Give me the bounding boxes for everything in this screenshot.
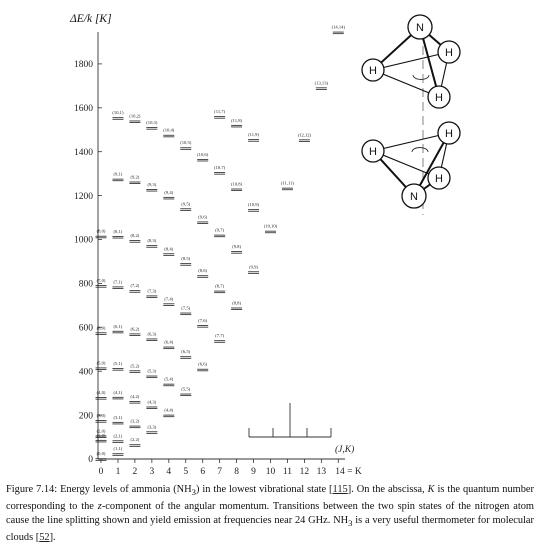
level-label: (8,1) xyxy=(113,228,123,234)
energy-level xyxy=(96,360,107,369)
level-label: (7,0) xyxy=(96,278,106,284)
energy-level xyxy=(248,264,259,273)
energy-level xyxy=(214,228,225,237)
energy-level xyxy=(96,325,107,334)
x-tick-label: 8 xyxy=(234,467,239,477)
energy-level xyxy=(112,390,123,399)
level-label: (5,0) xyxy=(96,360,106,366)
energy-level xyxy=(112,110,124,119)
hydrogen-label: H xyxy=(369,146,377,158)
energy-level xyxy=(129,283,140,292)
energy-level xyxy=(129,437,140,446)
energy-level xyxy=(146,369,157,378)
figure-caption xyxy=(6,483,534,546)
caption-subscript: 3 xyxy=(348,518,353,529)
energy-level xyxy=(264,224,278,233)
energy-level xyxy=(163,408,174,417)
x-tick-label: 6 xyxy=(200,467,206,477)
level-label: (7,5) xyxy=(181,305,191,311)
level-label: (5,3) xyxy=(147,368,157,374)
level-label: (3,0) xyxy=(96,413,106,419)
y-tick-label: 600 xyxy=(78,323,93,334)
nitrogen-label: N xyxy=(410,191,418,203)
level-label: (1,1) xyxy=(113,446,123,452)
energy-level xyxy=(96,390,107,399)
energy-level xyxy=(112,172,123,181)
level-label: (10,8) xyxy=(231,181,243,187)
energy-level xyxy=(112,433,123,442)
energy-levels xyxy=(96,25,346,461)
y-tick-label: 800 xyxy=(78,279,93,290)
y-tick-label: 1400 xyxy=(74,147,93,158)
legend-label: (J,K) xyxy=(335,445,355,455)
level-label: (2,1) xyxy=(113,433,123,439)
level-label: (10,4) xyxy=(163,127,175,133)
energy-level xyxy=(146,288,157,297)
level-label: (5,5) xyxy=(181,386,191,392)
splitting-bracket xyxy=(249,403,331,437)
level-label: (10,5) xyxy=(180,140,192,146)
energy-level xyxy=(298,132,312,141)
energy-level xyxy=(163,296,174,305)
level-label: (9,7) xyxy=(215,227,225,233)
reference-link[interactable]: 52 xyxy=(39,531,50,543)
level-label: (4,0) xyxy=(96,390,106,396)
level-label: (8,3) xyxy=(147,238,157,244)
energy-level xyxy=(197,318,208,327)
y-tick-label: 1600 xyxy=(74,104,93,114)
energy-level xyxy=(146,182,157,191)
energy-level xyxy=(129,394,140,403)
energy-level xyxy=(163,246,174,255)
level-label: (7,2) xyxy=(130,283,140,289)
energy-level xyxy=(146,331,157,340)
x-tick-label: 13 xyxy=(316,467,327,477)
atom-circles xyxy=(362,15,460,208)
caption-text: is the quantum number corresponding to the xyxy=(6,484,534,512)
ammonia-molecule-figure xyxy=(362,15,460,215)
level-label: (8,5) xyxy=(181,256,191,262)
hydrogen-label: H xyxy=(445,128,453,140)
level-label: (6,5) xyxy=(181,349,191,355)
energy-level xyxy=(163,377,174,386)
energy-level xyxy=(197,214,208,223)
y-tick-label: 400 xyxy=(78,367,93,378)
level-label: (8,0) xyxy=(96,228,106,234)
level-label: (11,9) xyxy=(248,132,260,138)
level-label: (11,11) xyxy=(280,180,294,186)
y-tick-label: 1800 xyxy=(74,60,93,71)
energy-level xyxy=(129,233,140,242)
energy-level xyxy=(163,340,174,349)
energy-level xyxy=(129,363,140,372)
energy-level xyxy=(146,399,157,408)
energy-level xyxy=(129,113,141,122)
level-label: (7,3) xyxy=(147,288,157,294)
energy-level xyxy=(197,362,208,371)
level-label: (5,1) xyxy=(113,361,123,367)
y-tick-label: 1000 xyxy=(74,235,93,246)
level-label: (3,1) xyxy=(113,414,123,420)
energy-level xyxy=(163,190,174,199)
energy-level xyxy=(96,413,107,422)
level-label: (6,6) xyxy=(198,361,208,367)
level-label: (3,2) xyxy=(130,418,140,424)
energy-level xyxy=(180,201,191,210)
energy-level xyxy=(214,165,226,174)
level-label: (13,13) xyxy=(314,80,329,86)
splitting-legend xyxy=(249,403,354,455)
energy-level xyxy=(180,387,191,396)
x-tick-label: 14 = K xyxy=(335,467,362,477)
level-label: (6,3) xyxy=(147,331,157,337)
level-label: (8,2) xyxy=(130,233,140,239)
caption-variable: K xyxy=(427,484,435,495)
level-label: (9,3) xyxy=(147,181,157,187)
x-tick-label: 0 xyxy=(98,467,104,477)
y-axis-title: ΔE/k [K] xyxy=(70,13,112,25)
energy-level xyxy=(180,256,191,265)
level-label: (11,7) xyxy=(214,109,226,115)
energy-level xyxy=(197,152,209,161)
energy-level xyxy=(248,132,259,141)
level-label: (5,4) xyxy=(164,376,174,382)
energy-level xyxy=(129,419,140,428)
energy-level xyxy=(112,279,123,288)
level-label: (10,3) xyxy=(146,120,158,126)
y-tick-label: 200 xyxy=(78,411,93,422)
y-tick-label: 0 xyxy=(88,455,93,466)
hydrogen-label: H xyxy=(445,47,453,59)
x-tick-label: 7 xyxy=(217,467,223,477)
level-label: (3,3) xyxy=(147,424,157,430)
energy-level xyxy=(214,109,225,118)
energy-level xyxy=(129,174,140,183)
energy-level xyxy=(214,284,225,293)
level-label: (7,6) xyxy=(198,318,208,324)
level-label: (9,5) xyxy=(181,201,191,207)
level-label: (7,4) xyxy=(164,296,174,302)
level-label: (14,14) xyxy=(331,24,346,30)
level-label: (9,9) xyxy=(249,264,258,270)
hydrogen-label: H xyxy=(435,173,443,185)
level-label: (1,0) xyxy=(96,432,106,438)
y-axis xyxy=(74,32,102,465)
hydrogen-label: H xyxy=(435,92,443,104)
caption-text: -component of the angular momentum. Transitions between the two spin states of the nitrogen atom cause the line splitting shown and yield emission at frequencies near 24 GHz. NH xyxy=(6,500,534,527)
energy-level xyxy=(96,278,107,287)
caption-variable: z xyxy=(97,500,102,512)
reference-link[interactable]: 115 xyxy=(332,484,348,495)
x-tick-label: 12 xyxy=(299,467,310,477)
energy-level xyxy=(112,446,123,455)
caption-text: ]. xyxy=(49,531,56,543)
level-label: (2,0) xyxy=(96,428,106,434)
x-tick-label: 3 xyxy=(149,467,155,477)
energy-level xyxy=(214,333,225,342)
energy-level xyxy=(248,202,260,211)
energy-level xyxy=(231,300,242,309)
energy-level xyxy=(112,324,123,333)
level-label: (9,2) xyxy=(130,174,140,180)
level-label: (4,1) xyxy=(113,389,123,395)
energy-level xyxy=(96,451,107,460)
level-label: (10,1) xyxy=(112,110,124,116)
level-label: (10,10) xyxy=(263,223,278,229)
x-axis xyxy=(98,459,362,477)
level-label: (4,4) xyxy=(164,407,174,413)
caption-subscript: 3 xyxy=(191,487,196,498)
level-label: (4,2) xyxy=(130,393,140,399)
level-label: (0,0) xyxy=(96,451,106,457)
level-label: (8,4) xyxy=(164,246,174,252)
energy-level xyxy=(231,244,242,253)
hydrogen-label: H xyxy=(369,65,377,77)
level-label: (2,2) xyxy=(130,437,140,443)
energy-level xyxy=(146,238,157,247)
energy-level xyxy=(180,349,191,358)
x-tick-label: 11 xyxy=(282,467,293,477)
level-label: (9,6) xyxy=(198,214,208,220)
level-label: (6,4) xyxy=(164,339,174,345)
energy-level xyxy=(112,361,123,370)
level-label: (8,7) xyxy=(215,283,225,289)
level-label: (9,4) xyxy=(164,189,174,195)
y-tick-label: 1200 xyxy=(74,191,93,202)
x-tick-label: 5 xyxy=(183,467,189,477)
level-label: (6,2) xyxy=(130,326,140,332)
level-label: (9,1) xyxy=(113,171,123,177)
level-label: (9,8) xyxy=(232,244,242,250)
energy-level xyxy=(146,424,157,433)
x-tick-label: 2 xyxy=(132,467,138,477)
energy-level xyxy=(112,415,123,424)
energy-level xyxy=(96,428,107,437)
energy-level xyxy=(112,229,123,238)
energy-level xyxy=(281,181,295,190)
x-tick-label: 1 xyxy=(115,467,121,477)
level-label: (11,8) xyxy=(231,117,243,123)
level-label: (12,12) xyxy=(297,132,312,138)
caption-text: ]. On the abscissa, xyxy=(347,484,428,495)
level-label: (6,1) xyxy=(113,323,123,329)
x-tick-label: 4 xyxy=(166,467,172,477)
energy-level xyxy=(180,306,191,315)
energy-level xyxy=(197,268,208,277)
level-label: (8,6) xyxy=(198,268,208,274)
energy-level xyxy=(129,326,140,335)
x-tick-label: 9 xyxy=(251,467,256,477)
energy-level xyxy=(96,229,107,238)
level-label: (6,0) xyxy=(96,325,106,331)
x-tick-label: 10 xyxy=(265,467,276,477)
energy-level xyxy=(163,128,175,137)
nitrogen-label: N xyxy=(416,22,424,34)
energy-level xyxy=(231,118,242,127)
rotation-arrow-icon xyxy=(413,75,429,80)
rotation-arrow-icon-bottom xyxy=(412,148,428,153)
caption-text: Figure 7.14: Energy levels of ammonia (NH xyxy=(6,484,192,495)
level-label: (8,8) xyxy=(232,300,242,306)
energy-level xyxy=(315,80,329,89)
level-label: (10,6) xyxy=(197,151,209,157)
level-label: (10,9) xyxy=(247,202,260,208)
caption-text: ) in the lowest vibrational state [ xyxy=(196,484,333,495)
caption-text: is a very useful thermometer for molecular clouds [ xyxy=(6,515,535,543)
level-label: (5,2) xyxy=(130,363,140,369)
level-label: (7,7) xyxy=(215,333,225,339)
level-label: (10,2) xyxy=(129,113,141,119)
energy-level xyxy=(146,120,158,129)
energy-level xyxy=(332,25,346,34)
level-label: (10,7) xyxy=(214,165,226,171)
level-label: (4,3) xyxy=(147,399,157,405)
energy-level xyxy=(231,182,243,191)
energy-level xyxy=(180,140,192,149)
level-label: (7,1) xyxy=(113,279,123,285)
